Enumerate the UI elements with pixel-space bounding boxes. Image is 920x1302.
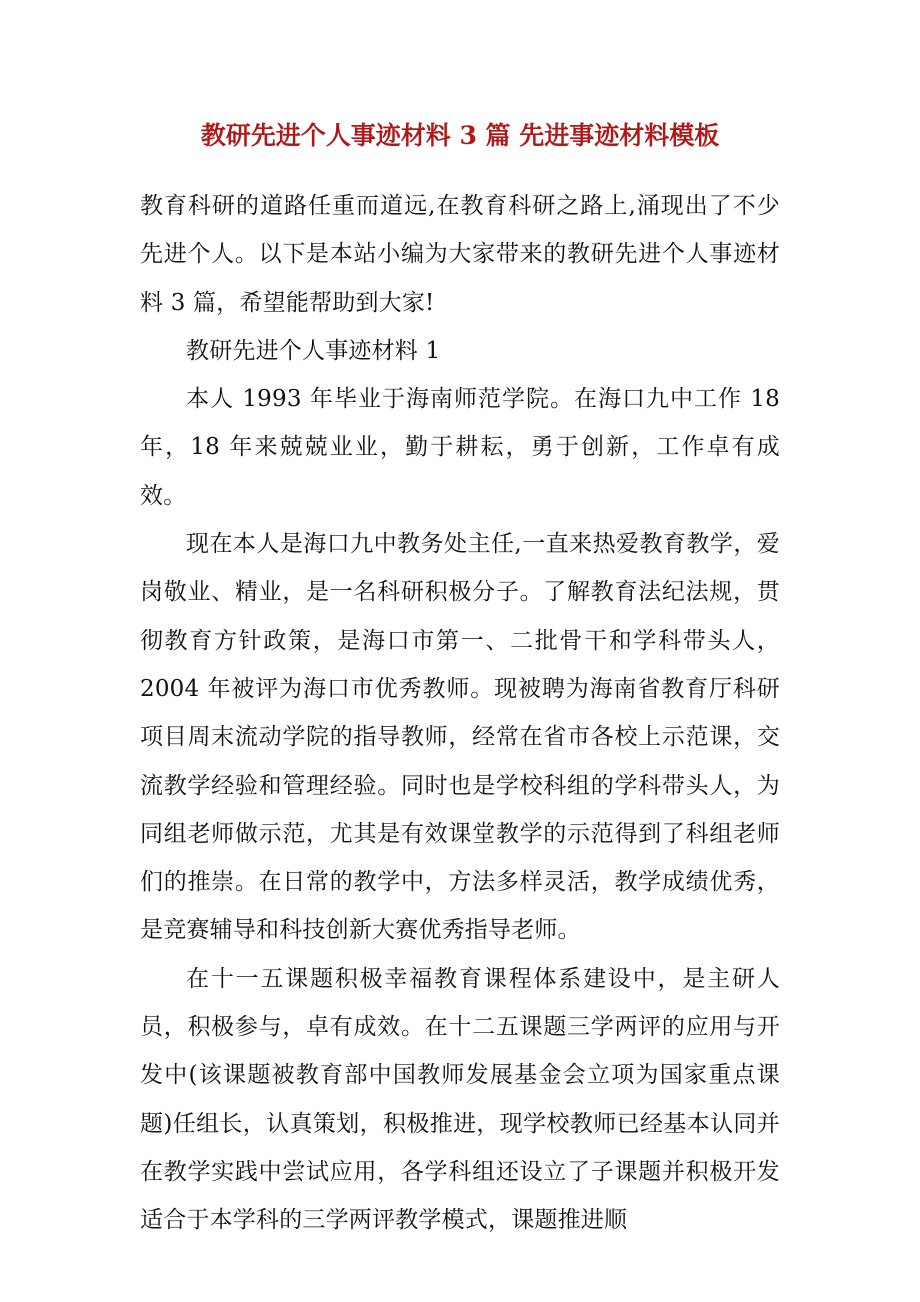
document-title: 教研先进个人事迹材料 3 篇 先进事迹材料模板 — [200, 121, 720, 150]
body-paragraph: 本人 1993 年毕业于海南师范学院。在海口九中工作 18 年，18 年来兢兢业业，勤于耕耘，勇于创新，工作卓有成效。 — [140, 386, 780, 509]
body-paragraph: 现在本人是海口九中教务处主任,一直来热爱教育教学，爱岗敬业、精业，是一名科研积极分子。了解教育法纪法规，贯彻教育方针政策，是海口市第一、二批骨干和学科带头人，2004 年被评为海口市优秀教师。现被聘为海南省教育厅科研项目周末流动学院的指导教师，经常在省市各校上示范课，交流教学经验和管理经验。同时也是学校科组的学科带头人，为同组老师做示范，尤其是有效课堂教学的示范得到了科组老师们的推崇。在日常的教学中，方法多样灵活，教学成绩优秀，是竞赛辅导和科技创新大赛优秀指导老师。 — [140, 531, 780, 944]
document-body — [140, 182, 780, 1245]
section-heading: 教研先进个人事迹材料 1 — [186, 337, 441, 364]
body-paragraph: 在十一五课题积极幸福教育课程体系建设中，是主研人员，积极参与，卓有成效。在十二五课题三学两评的应用与开发中(该课题被教育部中国教师发展基金会立项为国家重点课题)任组长，认真策划，积极推进，现学校教师已经基本认同并在教学实践中尝试应用，各学科组还设立了子课题并积极开发适合于本学科的三学两评教学模式，课题推进顺 — [140, 965, 780, 1234]
intro-paragraph: 教育科研的道路任重而道远,在教育科研之路上,涌现出了不少先进个人。以下是本站小编为大家带来的教研先进个人事迹材料 3 篇，希望能帮助到大家! — [140, 193, 780, 316]
